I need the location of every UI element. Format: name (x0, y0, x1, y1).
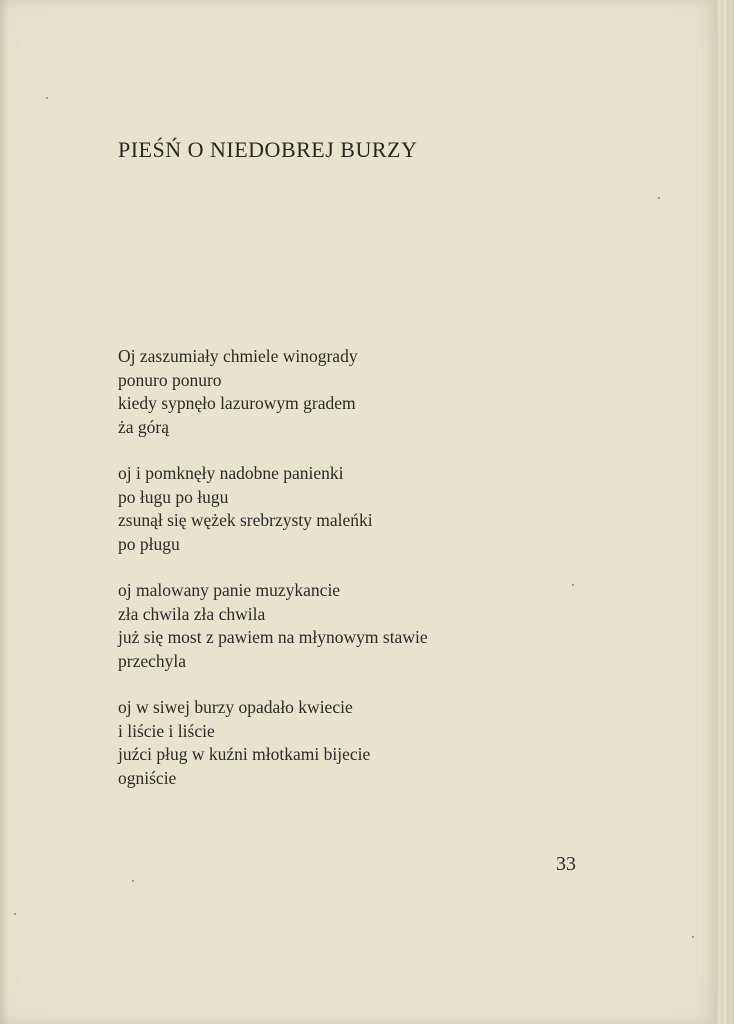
poem-line: po ługu po ługu (118, 486, 229, 507)
poem-line: i liście i liście (118, 720, 215, 741)
stanza-2 (118, 462, 538, 556)
page-number: 33 (556, 853, 576, 875)
paper-speck (46, 97, 48, 99)
paper-speck (658, 197, 660, 199)
stanza-1 (118, 345, 538, 439)
poem-line: ża górą (118, 416, 170, 437)
stanza-3 (118, 579, 538, 673)
poem-line: po pługu (118, 533, 180, 554)
poem-line: oj malowany panie muzykancie (118, 580, 341, 600)
paper-speck (14, 913, 16, 915)
poem-line: kiedy sypnęło lazurowym gradem (118, 393, 356, 413)
poem-title: PIEŚŃ O NIEDOBREJ BURZY (118, 137, 418, 162)
paper-speck (572, 584, 574, 586)
stacked-page-edges (716, 0, 734, 1024)
poem-line: ponuro ponuro (118, 369, 222, 390)
poem-line: zła chwila zła chwila (118, 603, 266, 624)
poem-line: ogniście (118, 767, 177, 788)
poem-line: oj i pomknęły nadobne panienki (118, 463, 344, 483)
stanza-4 (118, 696, 538, 790)
poem-body (118, 345, 538, 813)
poem-line: zsunął się wężek srebrzysty maleńki (118, 510, 373, 530)
poem-line: już się most z pawiem na młynowym stawie (118, 627, 428, 647)
paper-speck (132, 880, 134, 882)
poem-line: Oj zaszumiały chmiele winogrady (118, 346, 358, 366)
poem-line: juźci pług w kuźni młotkami bijecie (118, 744, 371, 764)
poem-line: oj w siwej burzy opadało kwiecie (118, 697, 353, 717)
binding-shadow (0, 0, 8, 1024)
paper-speck (692, 936, 694, 938)
poem-line: przechyla (118, 650, 187, 671)
